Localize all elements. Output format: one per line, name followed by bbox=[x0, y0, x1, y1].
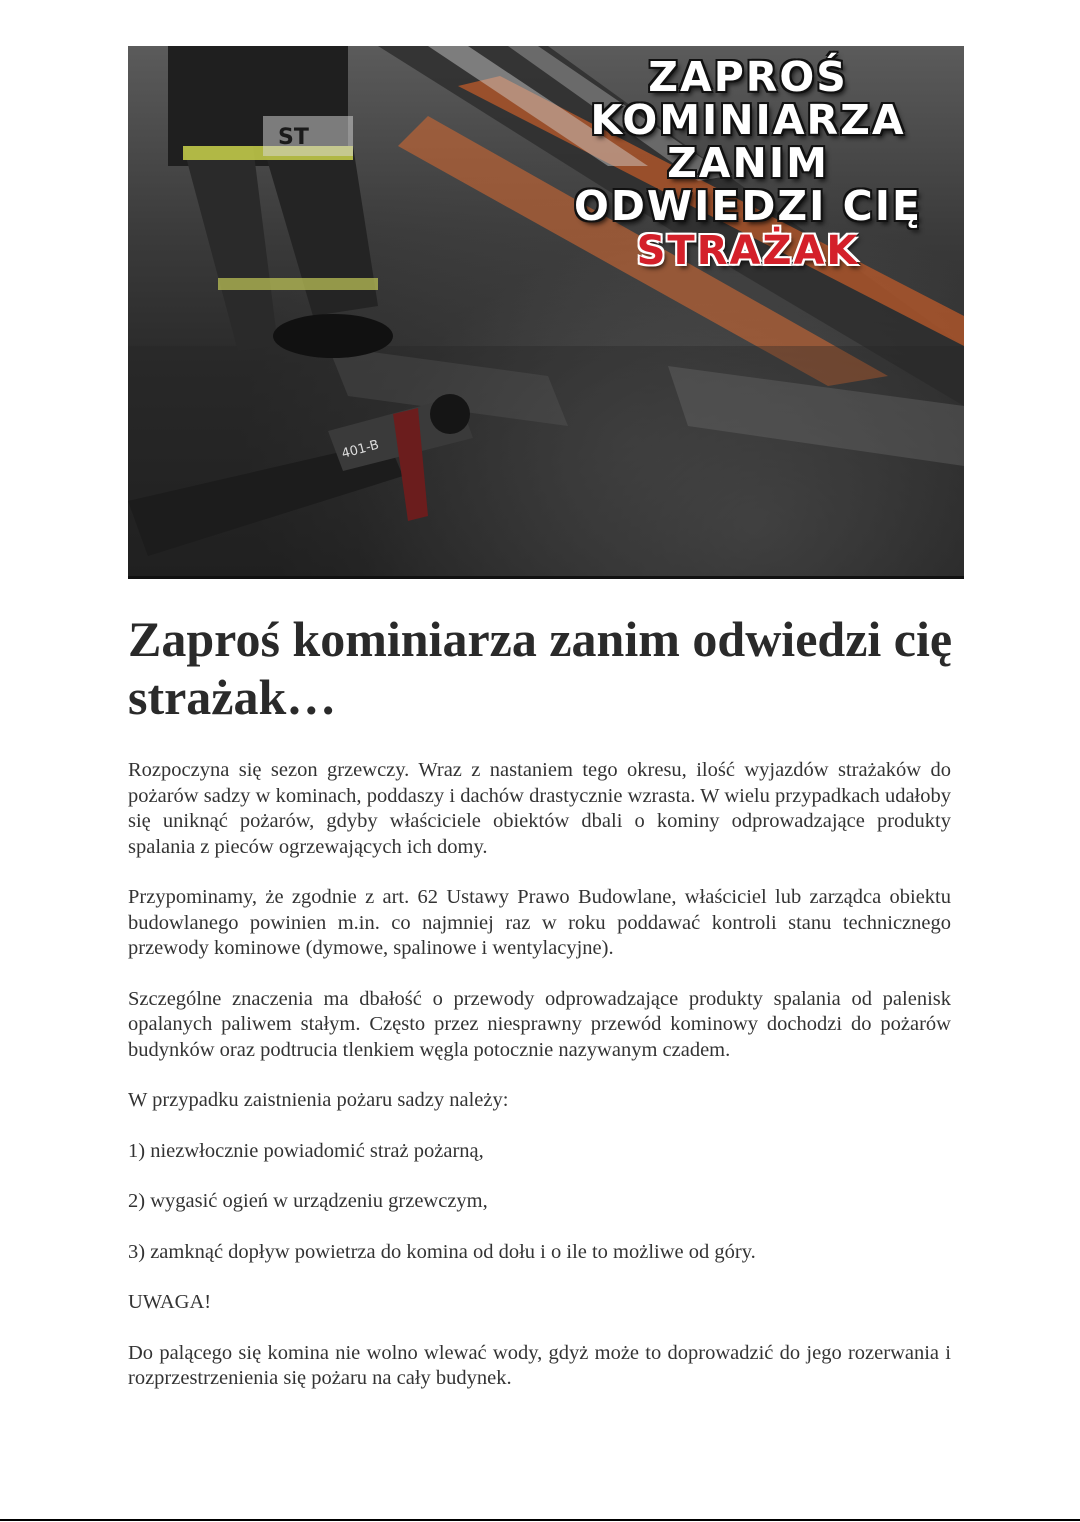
list-item-1: 1) niezwłocznie powiadomić straż pożarną, bbox=[128, 1139, 484, 1162]
poster-headline bbox=[548, 53, 948, 275]
article-body bbox=[128, 758, 951, 1417]
poster-line-2: KOMINIARZA bbox=[590, 96, 906, 145]
paragraph-warning: Do palącego się komina nie wolno wlewać wody, gdyż może to doprowadzić do jego rozerwania i rozprzestrzenienia się pożaru na cały budynek. bbox=[128, 1341, 951, 1389]
paragraph-intro: Rozpoczyna się sezon grzewczy. Wraz z nastaniem tego okresu, ilość wyjazdów strażaków do pożarów sadzy w kominach, poddaszy i dachów drastycznie wzrasta. W wielu przypadkach udałoby się uniknąć pożarów, gdyby właściciele obiektów dbali o kominy odprowadzające produkty spalania z pieców ogrzewających ich domy. bbox=[128, 759, 951, 858]
image-border bbox=[128, 576, 964, 579]
nozzle-tip bbox=[430, 394, 470, 434]
paragraph-importance: Szczególne znaczenia ma dbałość o przewody odprowadzające produkty spalania od palenisk opalanych paliwem stałym. Często przez niesprawny przewód kominowy dochodzi do pożarów budynków oraz podtrucia tlenkiem węgla potocznie nazywanym czadem. bbox=[128, 987, 951, 1061]
poster-line-1: ZAPROŚ bbox=[648, 53, 848, 101]
poster-line-3: ZANIM bbox=[667, 139, 829, 188]
paragraph-law: Przypominamy, że zgodnie z art. 62 Ustawy Prawo Budowlane, właściciel lub zarządca obiektu budowlanego powinien m.in. co najmniej raz w roku poddawać kontroli stanu technicznego przewody kominowe (dymowe, spalinowe i wentylacyjne). bbox=[128, 886, 951, 959]
jacket-label: ST bbox=[278, 125, 309, 150]
paragraph-instructions-lead: W przypadku zaistnienia pożaru sadzy należy: bbox=[128, 1089, 509, 1111]
nozzle-label: 401-B bbox=[340, 437, 381, 462]
list-item-3: 3) zamknąć dopływ powietrza do komina od dołu i o ile to możliwe od góry. bbox=[128, 1240, 756, 1263]
firefighter-leg bbox=[183, 146, 278, 351]
reflective-stripe bbox=[218, 278, 378, 290]
poster-image bbox=[128, 46, 964, 578]
poster-highlight: STRAŻAK bbox=[636, 228, 860, 275]
page-edge bbox=[0, 1519, 1080, 1521]
list-item-2: 2) wygasić ogień w urządzeniu grzewczym, bbox=[128, 1190, 488, 1212]
article-title: Zaproś kominiarza zanim odwiedzi cię strażak… bbox=[128, 611, 953, 725]
floor bbox=[128, 346, 964, 578]
warning-heading: UWAGA! bbox=[128, 1291, 212, 1313]
firefighter-leg bbox=[263, 146, 378, 316]
boot bbox=[273, 314, 393, 358]
poster-line-4: ODWIEDZI CIĘ bbox=[573, 182, 923, 231]
